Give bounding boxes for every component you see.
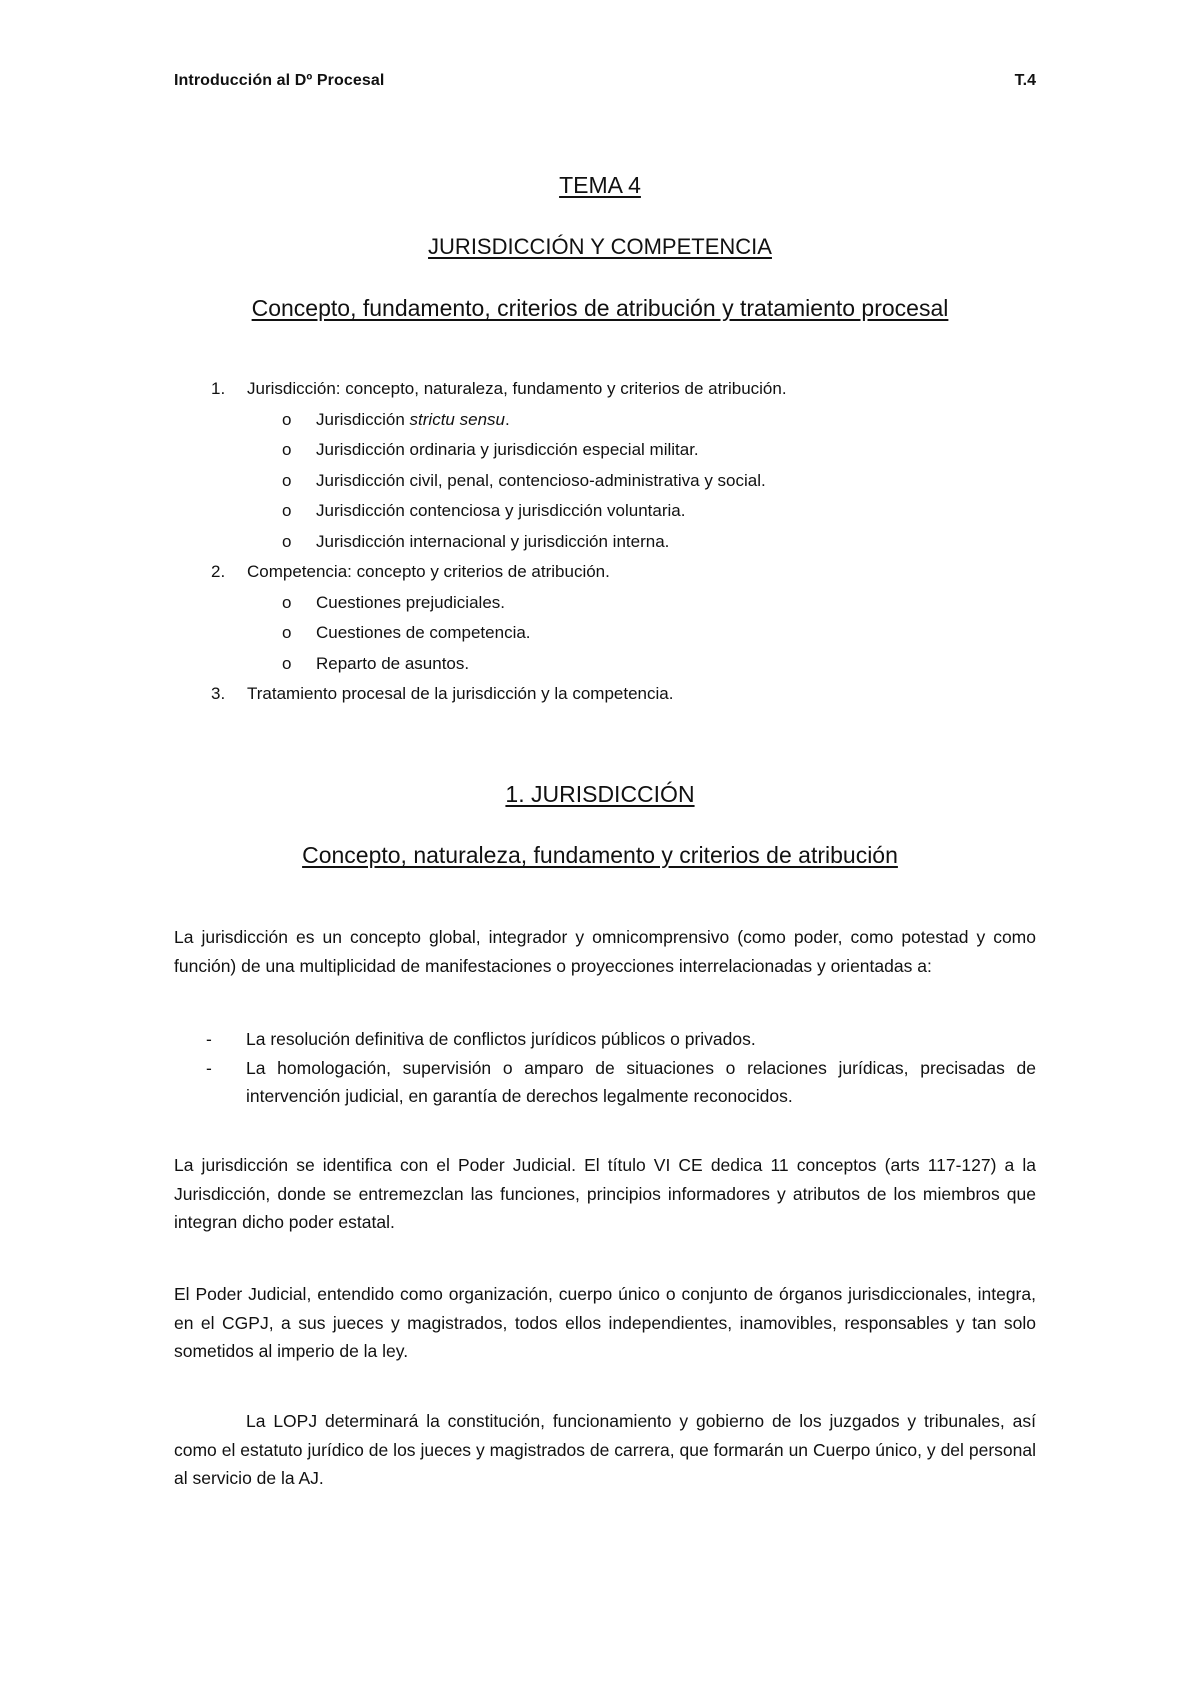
- toc-item: [211, 374, 1031, 405]
- toc-bullet: o: [282, 409, 292, 429]
- dash-marker: -: [206, 1029, 212, 1049]
- toc-subitem: [211, 435, 1031, 466]
- dash-list-item: [206, 1025, 1036, 1054]
- toc-subtext-tail: .: [504, 409, 510, 429]
- toc-subtext: Jurisdicción ordinaria y jurisdicción especial militar.: [316, 440, 699, 459]
- toc-subtext: Jurisdicción internacional y jurisdicción interna.: [316, 531, 670, 551]
- toc-number: 1.: [211, 379, 226, 398]
- toc-subitem: [211, 405, 1031, 436]
- toc-text: Competencia: concepto y criterios de atribución.: [247, 562, 610, 581]
- paragraph-definition: La jurisdicción es un concepto global, integrador y omnicomprensivo (como poder, como potestad y como función) de una multiplicidad de manifestaciones o proyecciones interrelacionadas y orientadas a:: [174, 927, 1036, 976]
- toc-bullet: o: [282, 501, 292, 520]
- dash-list-item: [206, 1054, 1036, 1111]
- toc-bullet: o: [282, 440, 292, 459]
- toc-subtext: Jurisdicción contenciosa y jurisdicción voluntaria.: [316, 501, 686, 520]
- toc-text: Tratamiento procesal de la jurisdicción y la competencia.: [247, 684, 674, 703]
- toc-subitem: [211, 649, 1031, 680]
- toc-subitem: [211, 588, 1031, 619]
- toc-subtext: [316, 410, 510, 429]
- toc-bullet: o: [282, 653, 292, 673]
- table-of-contents: [211, 374, 1031, 710]
- toc-subitem: [211, 496, 1031, 527]
- main-title: JURISDICCIÓN Y COMPETENCIA: [428, 234, 772, 259]
- toc-subitem: [211, 466, 1031, 497]
- dash-list: [206, 1025, 1036, 1111]
- running-header-topic: T.4: [1014, 72, 1036, 89]
- toc-number: 3.: [211, 684, 226, 703]
- section-subheading: Concepto, naturaleza, fundamento y criterios de atribución: [302, 842, 898, 868]
- paragraph-poder-judicial: La jurisdicción se identifica con el Poder Judicial. El título VI CE dedica 11 conceptos (arts 117-127) a la Jurisdicción, donde se entremezclan las funciones, principios informadores y atributos de los miembros que integran dicho poder estatal.: [174, 1155, 1036, 1232]
- toc-bullet: o: [282, 531, 292, 551]
- toc-bullet: o: [282, 592, 292, 612]
- toc-subitem: [211, 618, 1031, 649]
- toc-subtext-start: Jurisdicción: [316, 409, 410, 429]
- subtitle: Concepto, fundamento, criterios de atribución y tratamiento procesal: [251, 295, 949, 321]
- paragraph-organizacion: El Poder Judicial, entendido como organización, cuerpo único o conjunto de órganos jurisdiccionales, integra, en el CGPJ, a sus jueces y magistrados, todos ellos independientes, inamovibles, responsables y tan solo sometidos al imperio de la ley.: [174, 1284, 1036, 1361]
- tema-title: TEMA 4: [559, 172, 641, 198]
- dash-marker: -: [206, 1057, 212, 1078]
- toc-subtext: Reparto de asuntos.: [316, 653, 470, 673]
- toc-subtext: Cuestiones de competencia.: [316, 623, 531, 642]
- running-header-title: Introducción al Dº Procesal: [174, 72, 385, 89]
- toc-number: 2.: [211, 562, 226, 581]
- toc-item: [211, 679, 1031, 710]
- paragraph-lopj-text: La LOPJ determinará la constitución, funcionamiento y gobierno de los juzgados y tribunales, así como el estatuto jurídico de los jueces y magistrados de carrera, que formarán un Cuerpo único, y del personal al servicio de la AJ.: [174, 1411, 1036, 1488]
- dash-item-text: La homologación, supervisión o amparo de situaciones o relaciones jurídicas, precisadas de intervención judicial, en garantía de derechos legalmente reconocidos.: [246, 1057, 1036, 1106]
- dash-item-text: La resolución definitiva de conflictos jurídicos públicos o privados.: [246, 1029, 756, 1049]
- toc-subtext: Jurisdicción civil, penal, contencioso-administrativa y social.: [316, 470, 766, 490]
- toc-text: Jurisdicción: concepto, naturaleza, fundamento y criterios de atribución.: [247, 379, 787, 398]
- section-heading: 1. JURISDICCIÓN: [505, 781, 695, 807]
- toc-subtext: Cuestiones prejudiciales.: [316, 592, 505, 612]
- paragraph-lopj: [174, 1407, 1036, 1493]
- toc-subtext-italic: strictu sensu: [409, 409, 505, 429]
- toc-item: [211, 557, 1031, 588]
- toc-subitem: [211, 527, 1031, 558]
- toc-bullet: o: [282, 470, 292, 490]
- toc-bullet: o: [282, 623, 292, 642]
